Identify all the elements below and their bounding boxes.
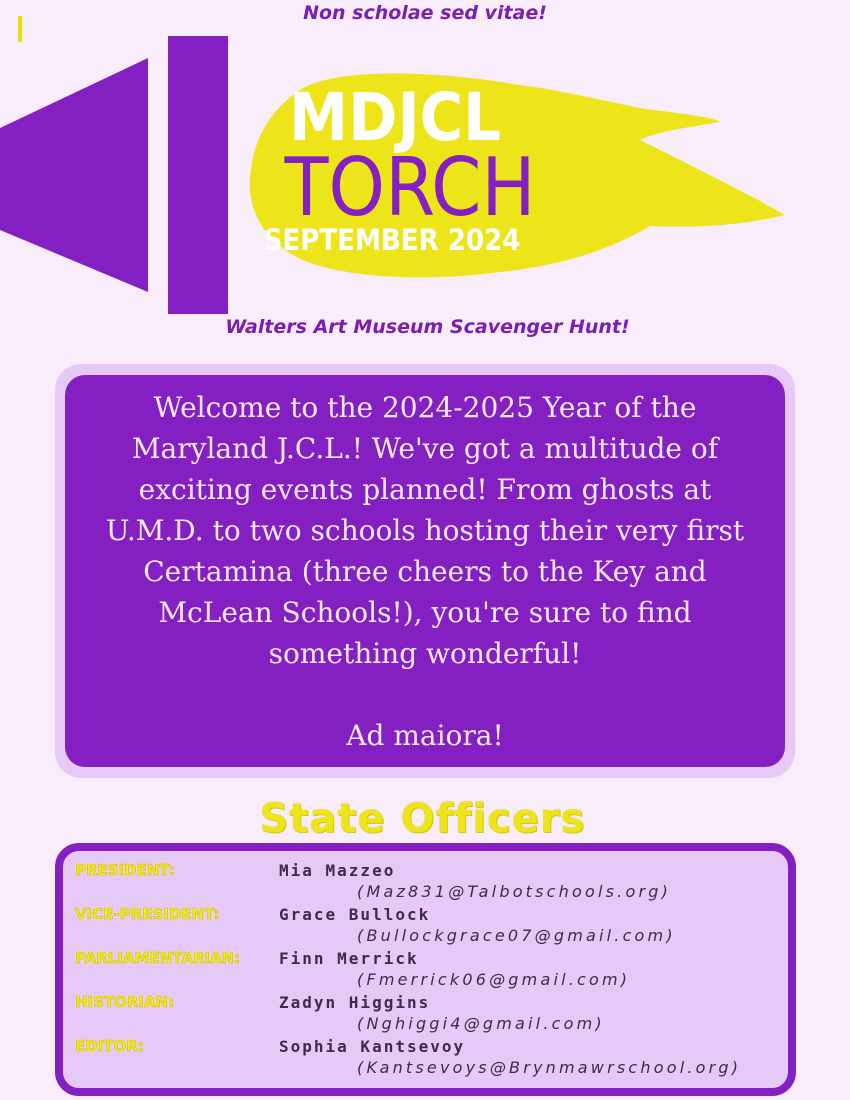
officer-role: EDITOR: xyxy=(75,1037,144,1055)
logo-line1: MDJCL xyxy=(289,79,501,156)
officer-email: (Fmerrick06@gmail.com) xyxy=(357,970,631,989)
officer-name: Mia Mazzeo xyxy=(279,861,396,880)
torch-rim xyxy=(168,36,228,314)
officer-email: (Nghiggi4@gmail.com) xyxy=(357,1014,605,1033)
officer-row xyxy=(63,1037,788,1081)
officers-heading: State Officers xyxy=(259,796,586,842)
officer-role: PRESIDENT: xyxy=(75,861,175,879)
officer-row xyxy=(63,861,788,905)
officers-list xyxy=(55,843,796,1096)
officer-email: (Maz831@Talbotschools.org) xyxy=(357,882,672,901)
welcome-panel xyxy=(65,375,785,767)
welcome-signoff: Ad maiora! xyxy=(346,719,504,752)
motto: Non scholae sed vitae! xyxy=(303,2,547,24)
officer-role: HISTORIAN: xyxy=(75,993,175,1011)
officer-name: Sophia Kantsevoy xyxy=(279,1037,466,1056)
subtitle: Walters Art Museum Scavenger Hunt! xyxy=(225,316,630,338)
officer-email: (Bullockgrace07@gmail.com) xyxy=(357,926,676,945)
officer-name: Finn Merrick xyxy=(279,949,419,968)
welcome-card xyxy=(55,364,795,778)
officer-name: Zadyn Higgins xyxy=(279,993,431,1012)
torch-cone xyxy=(0,58,148,292)
officer-row xyxy=(63,905,788,949)
torch-logo xyxy=(0,30,850,320)
welcome-text: Welcome to the 2024-2025 Year of the Maryland J.C.L.! We've got a multitude of exciting events planned! From ghosts at U.M.D. to two schools hosting their very first Certamina (three cheers to the Key and McLean Schools!), you're sure to find something wonderful! xyxy=(105,391,745,670)
officer-row xyxy=(63,993,788,1037)
officer-name: Grace Bullock xyxy=(279,905,431,924)
officer-role: PARLIAMENTARIAN: xyxy=(75,949,241,967)
logo-line2: TORCH xyxy=(284,141,536,234)
officer-email: (Kantsevoys@Brynmawrschool.org) xyxy=(357,1058,742,1077)
logo-line3: SEPTEMBER 2024 xyxy=(263,223,521,257)
officer-row xyxy=(63,949,788,993)
officer-role: VICE-PRESIDENT: xyxy=(75,905,220,923)
